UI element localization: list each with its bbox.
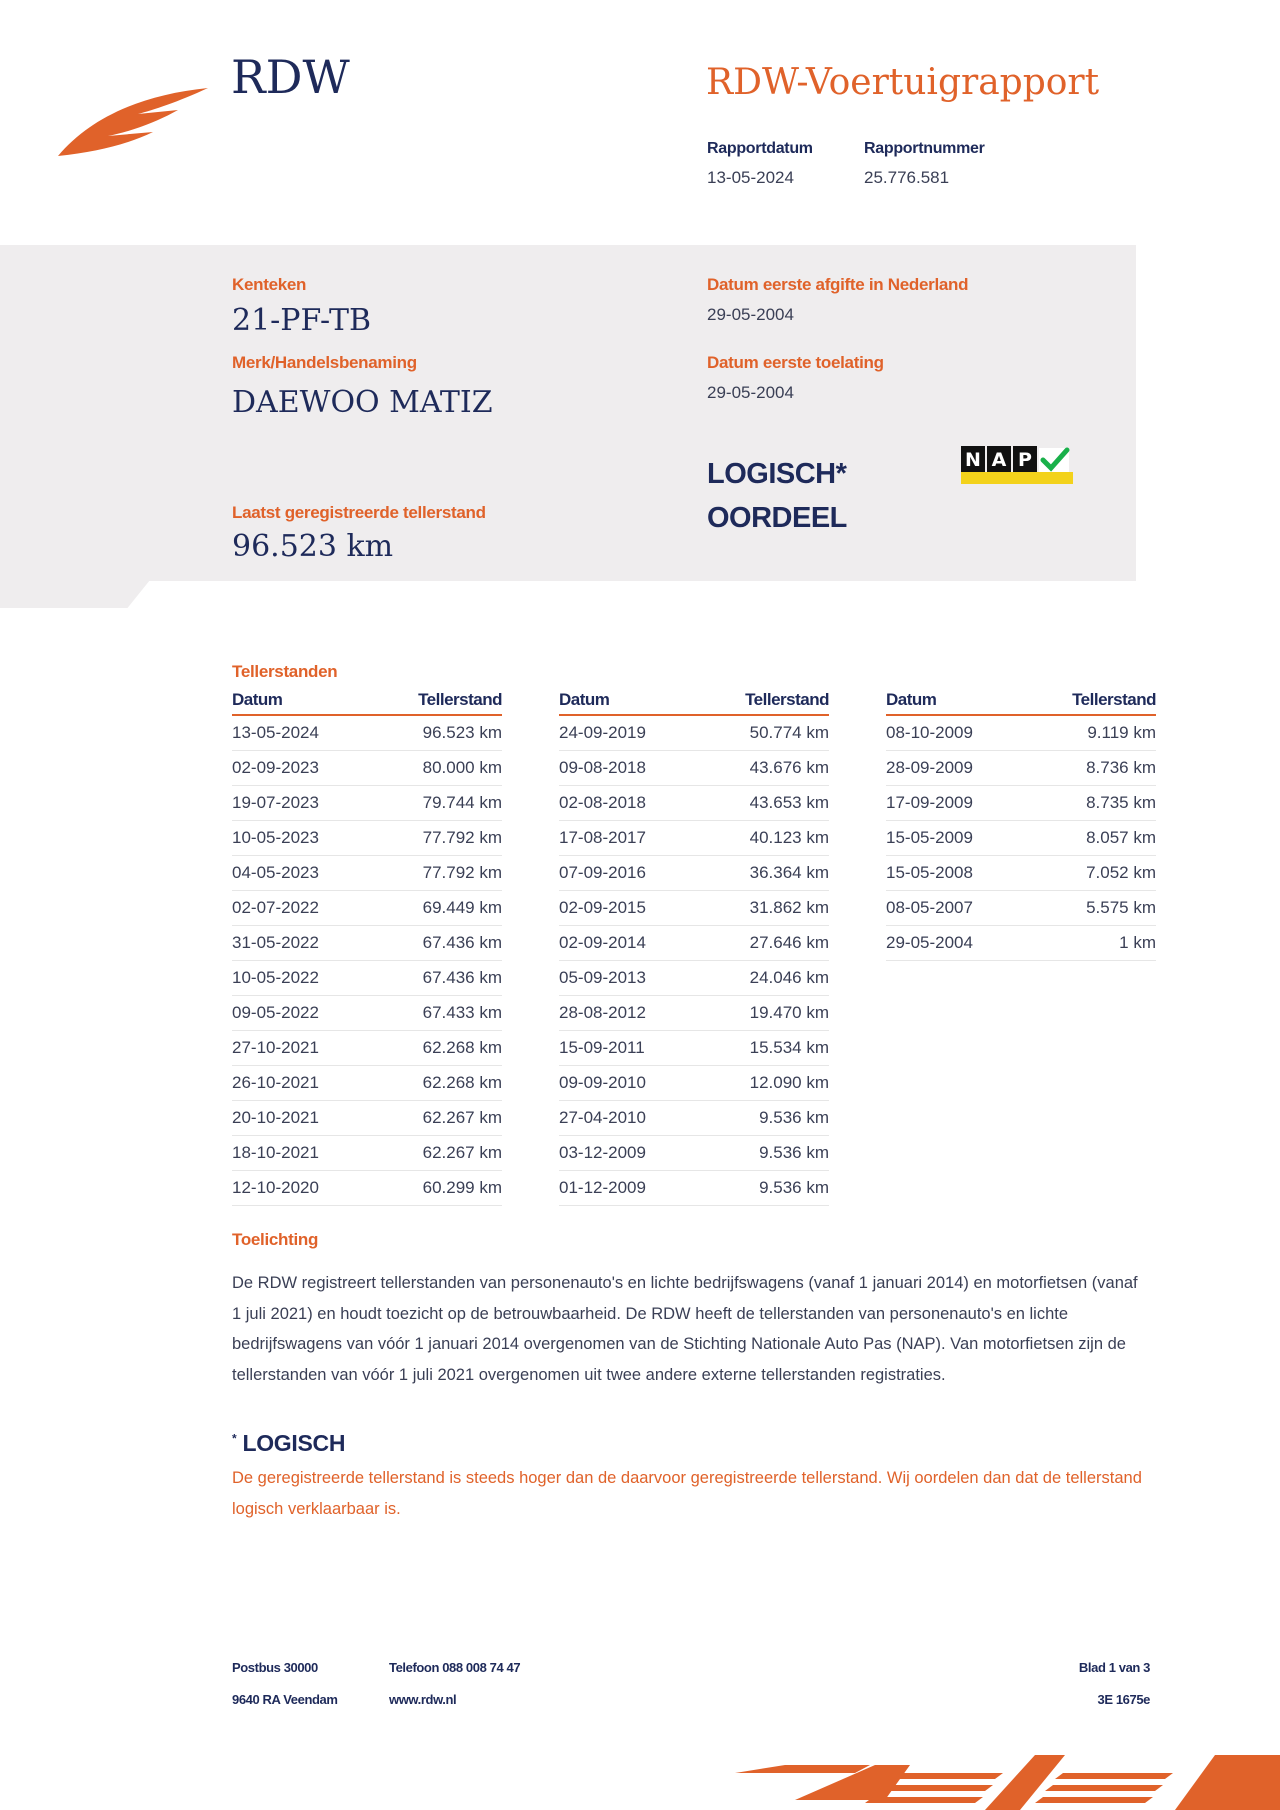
verdict bbox=[707, 452, 847, 540]
reading-row bbox=[886, 716, 1156, 751]
reading-value: 67.436 km bbox=[422, 933, 502, 952]
reading-date: 01-12-2009 bbox=[559, 1178, 646, 1197]
reading-date: 09-08-2018 bbox=[559, 758, 646, 777]
reading-value: 43.653 km bbox=[749, 793, 829, 812]
readings-title: Tellerstanden bbox=[232, 662, 338, 681]
reading-value: 80.000 km bbox=[422, 758, 502, 777]
report-date: 13-05-2024 bbox=[707, 168, 794, 187]
footer-city: 9640 RA Veendam bbox=[232, 1692, 338, 1707]
col-date-header: Datum bbox=[886, 690, 937, 709]
reading-date: 27-10-2021 bbox=[232, 1038, 319, 1057]
first-registration-nl-label: Datum eerste afgifte in Nederland bbox=[707, 275, 969, 294]
reading-value: 8.736 km bbox=[1086, 758, 1156, 777]
reading-value: 69.449 km bbox=[422, 898, 502, 917]
reading-date: 20-10-2021 bbox=[232, 1108, 319, 1127]
reading-row bbox=[559, 786, 829, 821]
reading-value: 96.523 km bbox=[422, 723, 502, 742]
note-title-text: LOGISCH bbox=[242, 1430, 346, 1456]
odometer-label: Laatst geregistreerde tellerstand bbox=[232, 503, 486, 522]
reading-value: 27.646 km bbox=[749, 933, 829, 952]
report-title: RDW-Voertuigrapport bbox=[706, 62, 1100, 103]
reading-row bbox=[232, 891, 502, 926]
reading-value: 9.119 km bbox=[1087, 723, 1156, 742]
reading-date: 10-05-2022 bbox=[232, 968, 319, 987]
reading-row bbox=[886, 786, 1156, 821]
reading-date: 03-12-2009 bbox=[559, 1143, 646, 1162]
readings-column-3 bbox=[886, 690, 1156, 961]
odometer-value: 96.523 km bbox=[232, 529, 394, 564]
report-date-label: Rapportdatum bbox=[707, 140, 813, 157]
col-reading-header: Tellerstand bbox=[1072, 690, 1156, 709]
reading-row bbox=[559, 1031, 829, 1066]
make-label: Merk/Handelsbenaming bbox=[232, 353, 417, 372]
reading-date: 28-08-2012 bbox=[559, 1003, 646, 1022]
reading-date: 29-05-2004 bbox=[886, 933, 973, 952]
vehicle-summary-panel bbox=[0, 245, 1136, 581]
reading-date: 08-10-2009 bbox=[886, 723, 973, 742]
reading-row bbox=[232, 856, 502, 891]
reading-row bbox=[559, 716, 829, 751]
reading-row bbox=[232, 1101, 502, 1136]
reading-value: 12.090 km bbox=[749, 1073, 829, 1092]
reading-row bbox=[886, 751, 1156, 786]
footer-page-number: Blad 1 van 3 bbox=[1078, 1660, 1150, 1675]
reading-value: 15.534 km bbox=[749, 1038, 829, 1057]
reading-date: 17-08-2017 bbox=[559, 828, 646, 847]
col-reading-header: Tellerstand bbox=[745, 690, 829, 709]
reading-date: 07-09-2016 bbox=[559, 863, 646, 882]
reading-date: 02-09-2023 bbox=[232, 758, 319, 777]
reading-value: 5.575 km bbox=[1086, 898, 1156, 917]
explanation-text: De RDW registreert tellerstanden van personenauto's en lichte bedrijfswagens (vanaf 1 januari 2014) en motorfietsen (vanaf 1 juli 2021) en houdt toezicht op de betrouwbaarheid. De RDW heeft de tellerstanden van personenauto's en lichte bedrijfswagens van vóór 1 januari 2014 overgenomen van de Stichting Nationale Auto Pas (NAP). Van motorfietsen zijn de tellerstanden van vóór 1 juli 2021 overgenomen uit twee andere externe tellerstanden registraties. bbox=[232, 1274, 1138, 1384]
readings-header bbox=[559, 690, 829, 716]
nap-check-icon bbox=[961, 446, 1075, 490]
reading-value: 50.774 km bbox=[749, 723, 829, 742]
reading-row bbox=[559, 821, 829, 856]
readings-column-1 bbox=[232, 690, 502, 1206]
reading-row bbox=[559, 961, 829, 996]
reading-date: 19-07-2023 bbox=[232, 793, 319, 812]
verdict-line-1: LOGISCH* bbox=[707, 458, 847, 490]
reading-date: 09-09-2010 bbox=[559, 1073, 646, 1092]
reading-value: 62.268 km bbox=[422, 1038, 502, 1057]
reading-value: 62.268 km bbox=[422, 1073, 502, 1092]
reading-value: 31.862 km bbox=[749, 898, 829, 917]
reading-row bbox=[559, 926, 829, 961]
readings-column-2 bbox=[559, 690, 829, 1206]
reading-date: 31-05-2022 bbox=[232, 933, 319, 952]
reading-row bbox=[232, 996, 502, 1031]
report-number: 25.776.581 bbox=[864, 168, 950, 187]
reading-row bbox=[232, 716, 502, 751]
reading-row bbox=[886, 891, 1156, 926]
reading-date: 18-10-2021 bbox=[232, 1143, 319, 1162]
reading-date: 15-05-2009 bbox=[886, 828, 973, 847]
reading-date: 05-09-2013 bbox=[559, 968, 646, 987]
reading-row bbox=[232, 1066, 502, 1101]
reading-value: 77.792 km bbox=[422, 828, 502, 847]
col-reading-header: Tellerstand bbox=[418, 690, 502, 709]
reading-row bbox=[559, 1101, 829, 1136]
reading-date: 02-09-2015 bbox=[559, 898, 646, 917]
reading-row bbox=[232, 1136, 502, 1171]
footer-website-link[interactable]: www.rdw.nl bbox=[389, 1692, 457, 1707]
reading-value: 40.123 km bbox=[749, 828, 829, 847]
reading-value: 62.267 km bbox=[422, 1108, 502, 1127]
reading-row bbox=[559, 856, 829, 891]
first-registration-nl-value: 29-05-2004 bbox=[707, 305, 794, 324]
reading-row bbox=[886, 926, 1156, 961]
col-date-header: Datum bbox=[559, 690, 610, 709]
reading-value: 67.433 km bbox=[422, 1003, 502, 1022]
explanation-title: Toelichting bbox=[232, 1230, 319, 1249]
reading-date: 28-09-2009 bbox=[886, 758, 973, 777]
reading-date: 24-09-2019 bbox=[559, 723, 646, 742]
rdw-logo-icon bbox=[58, 80, 208, 160]
reading-date: 09-05-2022 bbox=[232, 1003, 319, 1022]
reading-date: 02-09-2014 bbox=[559, 933, 646, 952]
reading-row bbox=[232, 926, 502, 961]
reading-value: 9.536 km bbox=[759, 1178, 829, 1197]
reading-row bbox=[886, 856, 1156, 891]
footer-postbus: Postbus 30000 bbox=[232, 1660, 318, 1675]
reading-value: 9.536 km bbox=[759, 1143, 829, 1162]
report-number-label: Rapportnummer bbox=[864, 140, 985, 157]
reading-row bbox=[559, 996, 829, 1031]
reading-row bbox=[232, 786, 502, 821]
readings-header bbox=[232, 690, 502, 716]
reading-value: 67.436 km bbox=[422, 968, 502, 987]
first-admission-value: 29-05-2004 bbox=[707, 383, 794, 402]
reading-date: 04-05-2023 bbox=[232, 863, 319, 882]
nap-letter: P bbox=[1018, 449, 1032, 471]
reading-value: 62.267 km bbox=[422, 1143, 502, 1162]
reading-value: 7.052 km bbox=[1086, 863, 1156, 882]
reading-row bbox=[559, 751, 829, 786]
reading-row bbox=[559, 1136, 829, 1171]
reading-row bbox=[559, 1171, 829, 1206]
col-date-header: Datum bbox=[232, 690, 283, 709]
reading-row bbox=[232, 1171, 502, 1206]
reading-row bbox=[232, 821, 502, 856]
decorative-stripes-icon bbox=[735, 1755, 1280, 1810]
reading-value: 8.057 km bbox=[1086, 828, 1156, 847]
reading-value: 1 km bbox=[1119, 933, 1156, 952]
first-admission-label: Datum eerste toelating bbox=[707, 353, 884, 372]
plate-value: 21-PF-TB bbox=[232, 303, 372, 338]
nap-letter: N bbox=[965, 449, 981, 471]
brand-name: RDW bbox=[231, 50, 350, 104]
plate-label: Kenteken bbox=[232, 275, 307, 294]
reading-value: 77.792 km bbox=[422, 863, 502, 882]
reading-value: 19.470 km bbox=[749, 1003, 829, 1022]
reading-value: 24.046 km bbox=[749, 968, 829, 987]
reading-date: 10-05-2023 bbox=[232, 828, 319, 847]
reading-date: 17-09-2009 bbox=[886, 793, 973, 812]
reading-date: 15-09-2011 bbox=[559, 1038, 645, 1057]
reading-value: 9.536 km bbox=[759, 1108, 829, 1127]
readings-header bbox=[886, 690, 1156, 716]
reading-row bbox=[232, 1031, 502, 1066]
reading-date: 02-08-2018 bbox=[559, 793, 646, 812]
reading-date: 27-04-2010 bbox=[559, 1108, 646, 1127]
reading-value: 8.735 km bbox=[1086, 793, 1156, 812]
note-title: * LOGISCH bbox=[232, 1430, 346, 1456]
reading-value: 36.364 km bbox=[749, 863, 829, 882]
reading-row bbox=[232, 961, 502, 996]
reading-date: 02-07-2022 bbox=[232, 898, 319, 917]
nap-letter: A bbox=[991, 449, 1007, 471]
reading-date: 15-05-2008 bbox=[886, 863, 973, 882]
reading-row bbox=[559, 1066, 829, 1101]
verdict-line-2: OORDEEL bbox=[707, 502, 847, 534]
reading-date: 12-10-2020 bbox=[232, 1178, 319, 1197]
reading-value: 79.744 km bbox=[422, 793, 502, 812]
note-text: De geregistreerde tellerstand is steeds hoger dan de daarvoor geregistreerde tellerstand. Wij oordelen dan dat de tellerstand logisch verklaarbaar is. bbox=[232, 1469, 1142, 1518]
reading-row bbox=[886, 821, 1156, 856]
reading-date: 26-10-2021 bbox=[232, 1073, 319, 1092]
footer-phone: Telefoon 088 008 74 47 bbox=[389, 1660, 521, 1675]
reading-date: 13-05-2024 bbox=[232, 723, 319, 742]
reading-value: 60.299 km bbox=[422, 1178, 502, 1197]
reading-row bbox=[232, 751, 502, 786]
make-value: DAEWOO MATIZ bbox=[232, 385, 493, 420]
reading-date: 08-05-2007 bbox=[886, 898, 973, 917]
reading-row bbox=[559, 891, 829, 926]
reading-value: 43.676 km bbox=[749, 758, 829, 777]
panel-tab-decoration bbox=[0, 580, 150, 608]
footer-doc-code: 3E 1675e bbox=[1097, 1692, 1150, 1707]
